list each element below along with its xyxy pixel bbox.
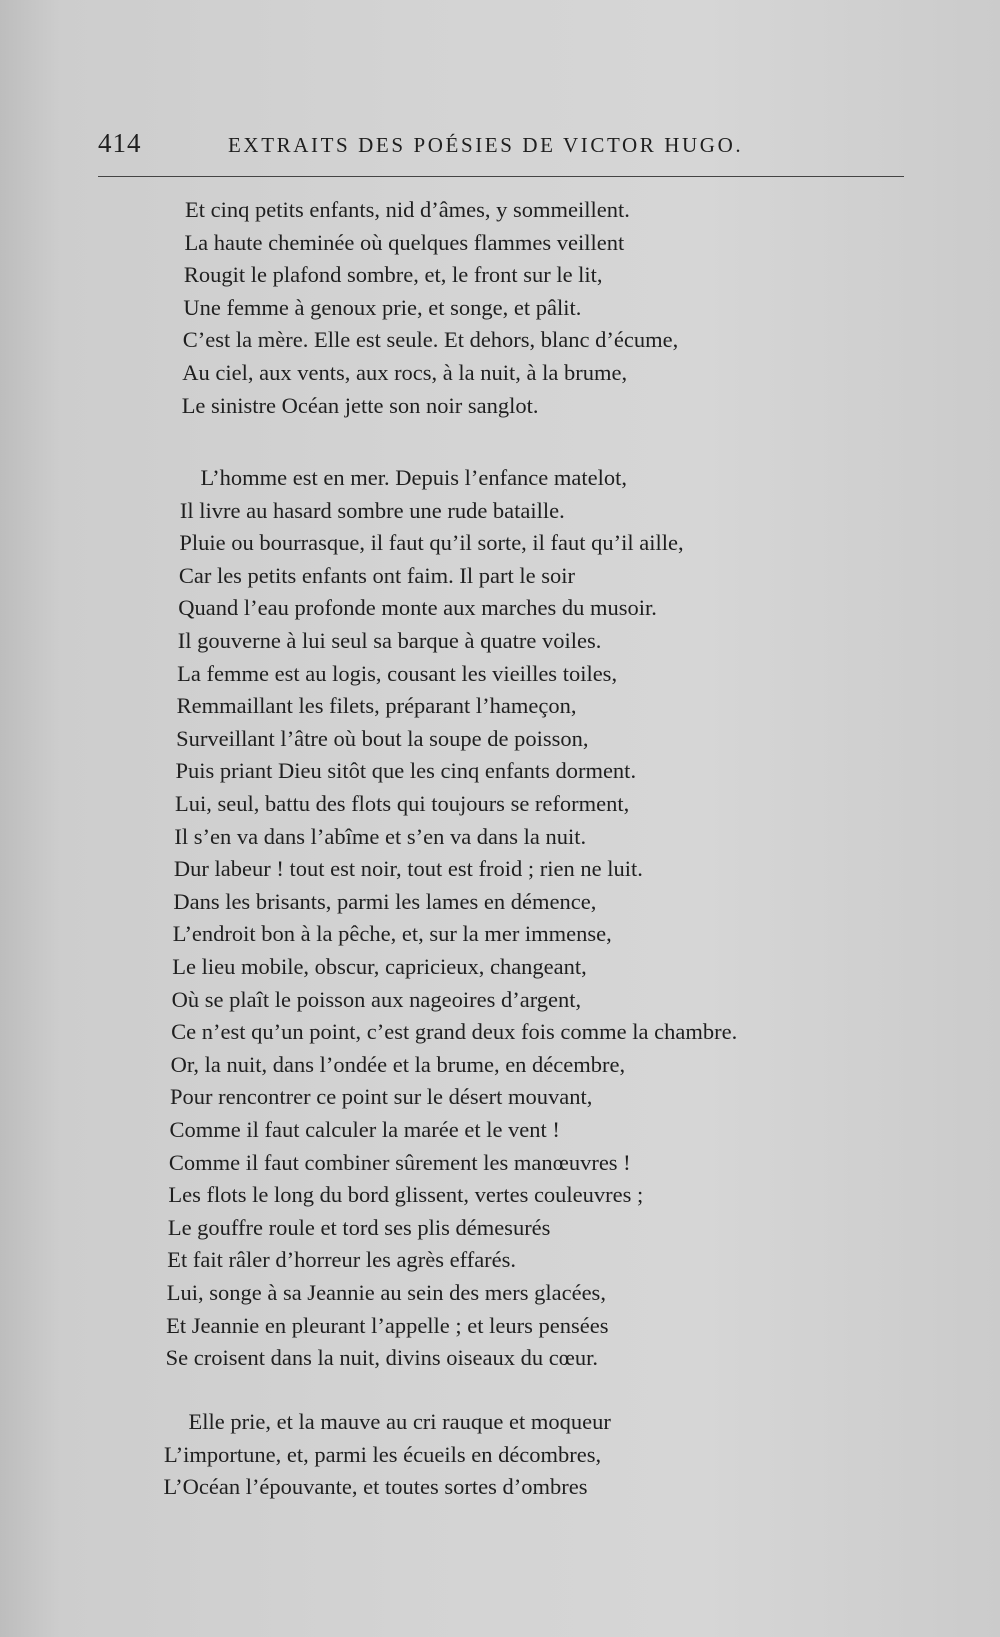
verse-line: Se croisent dans la nuit, divins oiseaux du cœur.	[165, 1345, 599, 1371]
running-title: EXTRAITS DES POÉSIES DE VICTOR HUGO.	[228, 133, 744, 157]
verse-line: La haute cheminée où quelques flammes veillent	[184, 229, 625, 255]
verse-line: Il livre au hasard sombre une rude bataille.	[179, 497, 565, 523]
verse-line: Ce n’est qu’un point, c’est grand deux fois comme la chambre.	[171, 1019, 738, 1045]
verse-line: Surveillant l’âtre où bout la soupe de poisson,	[176, 725, 589, 751]
verse-line: L’endroit bon à la pêche, et, sur la mer immense,	[172, 921, 612, 947]
verse-line: Puis priant Dieu sitôt que les cinq enfants dorment.	[175, 758, 637, 784]
verse-line: Où se plaît le poisson aux nageoires d’argent,	[171, 986, 582, 1012]
verse-line: C’est la mère. Elle est seule. Et dehors, blanc d’écume,	[182, 327, 679, 353]
verse-line: Et fait râler d’horreur les agrès effarés.	[167, 1247, 517, 1273]
verse-line: Car les petits enfants ont faim. Il part le soir	[178, 562, 575, 588]
verse-line: Le lieu mobile, obscur, capricieux, changeant,	[172, 954, 587, 979]
page-number: 414	[98, 128, 142, 158]
verse-line: L’homme est en mer. Depuis l’enfance matelot,	[200, 465, 628, 490]
verse-line: Elle prie, et la mauve au cri rauque et moqueur	[188, 1409, 611, 1434]
verse-line: Une femme à genoux prie, et songe, et pâlit.	[183, 294, 582, 320]
verse-line: Le sinistre Océan jette son noir sanglot.	[181, 392, 539, 418]
verse-line: Rougit le plafond sombre, et, le front sur le lit,	[183, 262, 603, 288]
verse-line: Pour rencontrer ce point sur le désert mouvant,	[170, 1084, 593, 1110]
verse-line: L’Océan l’épouvante, et toutes sortes d’ombres	[163, 1474, 588, 1500]
verse-line: Le gouffre roule et tord ses plis démesurés	[167, 1214, 551, 1240]
verse-line: Remmaillant les filets, préparant l’hameçon,	[176, 693, 577, 719]
verse-line: Quand l’eau profonde monte aux marches du musoir.	[178, 595, 657, 621]
verse-line: Les flots le long du bord glissent, vertes couleuvres ;	[168, 1182, 644, 1208]
verse-line: Il gouverne à lui seul sa barque à quatre voiles.	[177, 628, 602, 653]
verse-line: Or, la nuit, dans l’ondée et la brume, en décembre,	[170, 1051, 626, 1077]
verse-line: Il s’en va dans l’abîme et s’en va dans la nuit.	[174, 823, 587, 849]
header-rule	[98, 176, 904, 177]
verse-line: Comme il faut calculer la marée et le vent !	[169, 1117, 560, 1142]
verse-line: La femme est au logis, cousant les vieilles toiles,	[177, 660, 618, 686]
verse-line: Comme il faut combiner sûrement les manœuvres !	[168, 1149, 631, 1175]
verse-line: Lui, songe à sa Jeannie au sein des mers glacées,	[166, 1280, 606, 1305]
verse-line: Dans les brisants, parmi les lames en démence,	[173, 888, 597, 914]
verse-line: Pluie ou bourrasque, il faut qu’il sorte, il faut qu’il aille,	[179, 530, 684, 556]
page-header	[98, 128, 898, 162]
verse-line: Et cinq petits enfants, nid d’âmes, y sommeillent.	[185, 197, 630, 222]
verse-line: Lui, seul, battu des flots qui toujours se reforment,	[174, 791, 630, 816]
verse-line: Au ciel, aux vents, aux rocs, à la nuit, à la brume,	[182, 360, 628, 385]
verse-line: Et Jeannie en pleurant l’appelle ; et leurs pensées	[166, 1312, 609, 1338]
verse-line: Dur labeur ! tout est noir, tout est froid ; rien ne luit.	[173, 856, 643, 882]
verse-line: L’importune, et, parmi les écueils en décombres,	[164, 1441, 602, 1467]
